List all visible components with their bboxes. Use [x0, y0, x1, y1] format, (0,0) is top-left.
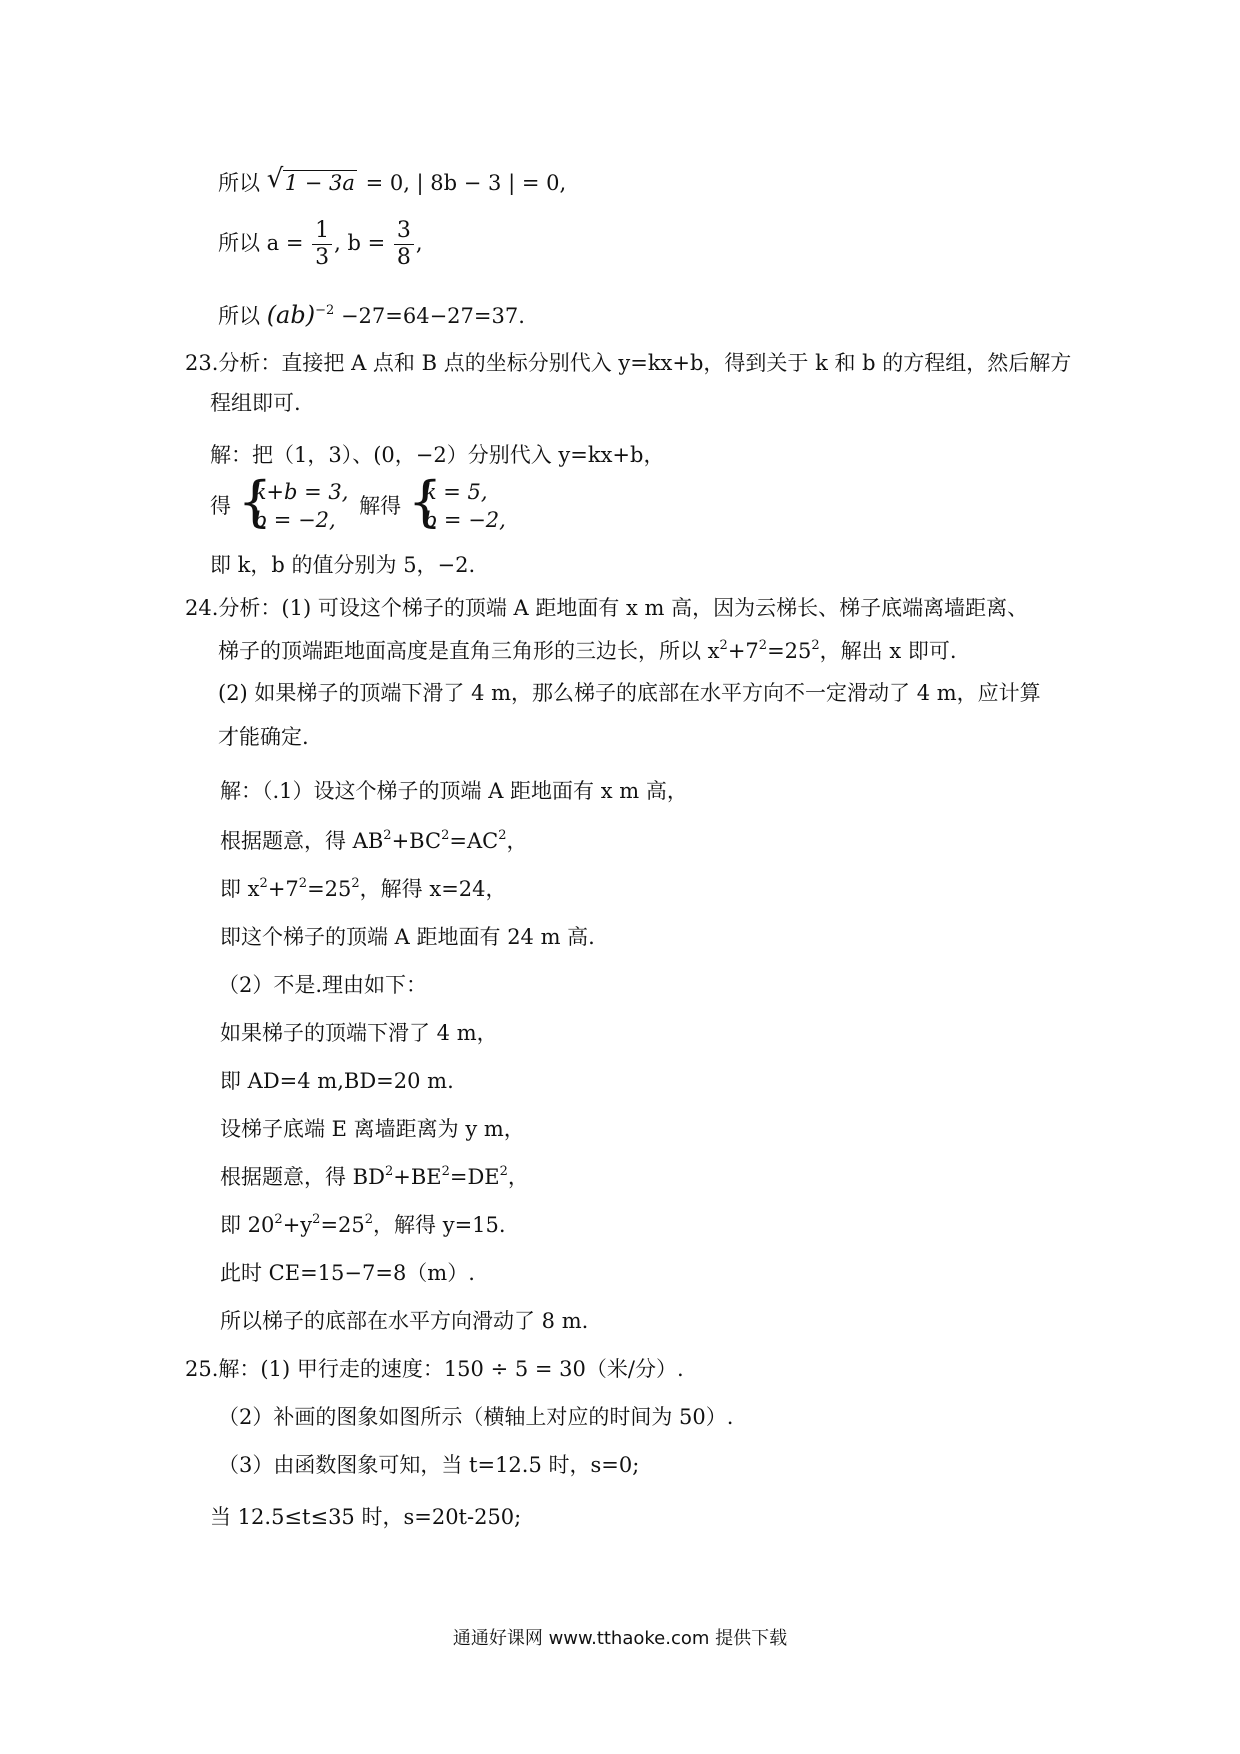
system-1: { k+b = 3, b = −2,	[237, 470, 349, 533]
frac-a-num: 1	[312, 218, 332, 245]
q22-l3-rest: −27=64−27=37.	[334, 304, 525, 328]
q24-s3-mid: +7	[267, 877, 299, 901]
q25-line-4: 当 12.5≤t≤35 时，s=20t-250;	[210, 1505, 522, 1529]
q25-line-1: 25.解：(1) 甲行走的速度：150 ÷ 5 = 30（米/分）.	[185, 1357, 684, 1381]
frac-a-den: 3	[315, 245, 330, 270]
q22-l1-pre: 所以	[218, 171, 260, 195]
sqrt-expression: √ 1 − 3a	[266, 164, 355, 195]
q24-analysis-1: 24.分析：(1) 可设这个梯子的顶端 A 距地面有 x m 高，因为云梯长、梯子底端离墙距离、	[185, 596, 1029, 620]
sup: 2	[498, 828, 507, 843]
sup: 2	[811, 638, 820, 653]
sup: 2	[351, 876, 360, 891]
q24-s9-pre: 根据题意，得 BD	[220, 1165, 385, 1189]
q24-s2-pre: 根据题意，得 AB	[220, 829, 384, 853]
q24-s10-mid: +y	[282, 1213, 313, 1237]
q22-line-3	[218, 300, 525, 331]
q24-a2-mid2: =25	[767, 639, 812, 663]
q23-sys-mid: 解得	[359, 494, 402, 518]
sys1-row2: b = −2,	[253, 508, 336, 532]
q22-line-2	[218, 218, 423, 271]
q24-s3-pre: 即 x	[220, 877, 260, 901]
q23-conclusion: 即 k，b 的值分别为 5，−2.	[210, 553, 476, 577]
q24-analysis-3: (2) 如果梯子的顶端下滑了 4 m，那么梯子的底部在水平方向不一定滑动了 4 m，应计算	[218, 681, 1041, 705]
page-footer: 通通好课网 www.tthaoke.com 提供下载	[452, 1628, 788, 1649]
q25-line-3: （3）由函数图象可知，当 t=12.5 时，s=0;	[218, 1453, 640, 1477]
q24-solution-6: 如果梯子的顶端下滑了 4 m，	[220, 1021, 498, 1045]
sup: 2	[499, 1164, 508, 1179]
q24-solution-2	[220, 826, 527, 856]
sup: 2	[441, 1164, 450, 1179]
q24-solution-4: 即这个梯子的顶端 A 距地面有 24 m 高.	[220, 925, 595, 949]
q23-solution-1: 解：把（1，3）、(0，−2）分别代入 y=kx+b，	[210, 443, 665, 467]
sup: 2	[441, 828, 450, 843]
q24-solution-12: 所以梯子的底部在水平方向滑动了 8 m.	[220, 1309, 589, 1333]
q22-l3-pre: 所以	[218, 304, 260, 328]
q23-analysis-1: 23.分析：直接把 A 点和 B 点的坐标分别代入 y=kx+b，得到关于 k 和 b 的方程组，然后解方	[185, 351, 1072, 375]
q24-analysis-4: 才能确定.	[218, 725, 309, 749]
q24-s9-mid2: =DE	[449, 1165, 500, 1189]
q24-solution-7: 即 AD=4 m,BD=20 m.	[220, 1069, 454, 1093]
q24-s9-mid: +BE	[393, 1165, 442, 1189]
q24-s2-mid: +BC	[391, 829, 442, 853]
q24-solution-8: 设梯子底端 E 离墙距离为 y m，	[220, 1117, 525, 1141]
system-2: { k = 5, b = −2,	[407, 470, 506, 533]
frac-b-num: 3	[394, 218, 414, 245]
sys1-row1: k+b = 3,	[253, 480, 349, 504]
q24-solution-10	[220, 1210, 506, 1240]
q24-a2-mid: +7	[727, 639, 759, 663]
frac-b-den: 8	[396, 245, 411, 270]
q22-line-1	[218, 164, 567, 198]
sup: 2	[719, 638, 728, 653]
sup: 2	[383, 828, 392, 843]
q24-s9-end: ，	[507, 1165, 529, 1189]
q22-l2-pre: 所以 a =	[218, 231, 304, 255]
q24-s3-end: ，解得 x=24，	[359, 877, 507, 901]
sys2-row1: k = 5,	[423, 480, 488, 504]
q22-l1-mid: = 0, | 8b − 3 | = 0,	[358, 171, 567, 195]
q25-line-2: （2）补画的图象如图所示（横轴上对应的时间为 50）.	[218, 1405, 734, 1429]
sup: 2	[274, 1212, 283, 1227]
q24-solution-9	[220, 1162, 529, 1192]
q24-solution-11: 此时 CE=15−7=8（m）.	[220, 1261, 475, 1285]
sup: 2	[259, 876, 268, 891]
q24-analysis-2	[218, 636, 957, 666]
q24-s10-mid2: =25	[320, 1213, 365, 1237]
fraction-b	[394, 218, 414, 271]
q24-s2-end: ，	[506, 829, 528, 853]
q22-l3-base: (ab)	[266, 301, 316, 329]
q24-a2-pre: 梯子的顶端距地面高度是直角三角形的三边长，所以 x	[218, 639, 720, 663]
q22-radicand: 1 − 3a	[284, 171, 355, 195]
sys2-row2: b = −2,	[423, 508, 506, 532]
sup: 2	[758, 638, 768, 653]
q24-solution-1: 解：（.1）设这个梯子的顶端 A 距地面有 x m 高，	[220, 779, 688, 803]
fraction-a	[312, 218, 332, 271]
q22-l3-exp: −2	[315, 303, 335, 318]
sup: 2	[312, 1212, 321, 1227]
q23-sys-prefix: 得	[210, 494, 231, 518]
sup: 2	[298, 876, 308, 891]
q24-s10-pre: 即 20	[220, 1213, 275, 1237]
q22-l2-mid: , b =	[334, 231, 386, 255]
q24-s2-mid2: =AC	[449, 829, 499, 853]
q24-solution-3	[220, 874, 507, 904]
q23-equation-system	[210, 470, 510, 534]
q24-s10-end: ，解得 y=15.	[373, 1213, 506, 1237]
sup: 2	[384, 1164, 394, 1179]
q24-solution-5: （2）不是.理由如下：	[218, 973, 428, 997]
q22-l2-end: ,	[415, 231, 423, 255]
q23-analysis-2: 程组即可.	[210, 391, 301, 415]
q24-s3-mid2: =25	[307, 877, 352, 901]
sup: 2	[364, 1212, 374, 1227]
q24-a2-end: ，解出 x 即可.	[819, 639, 957, 663]
